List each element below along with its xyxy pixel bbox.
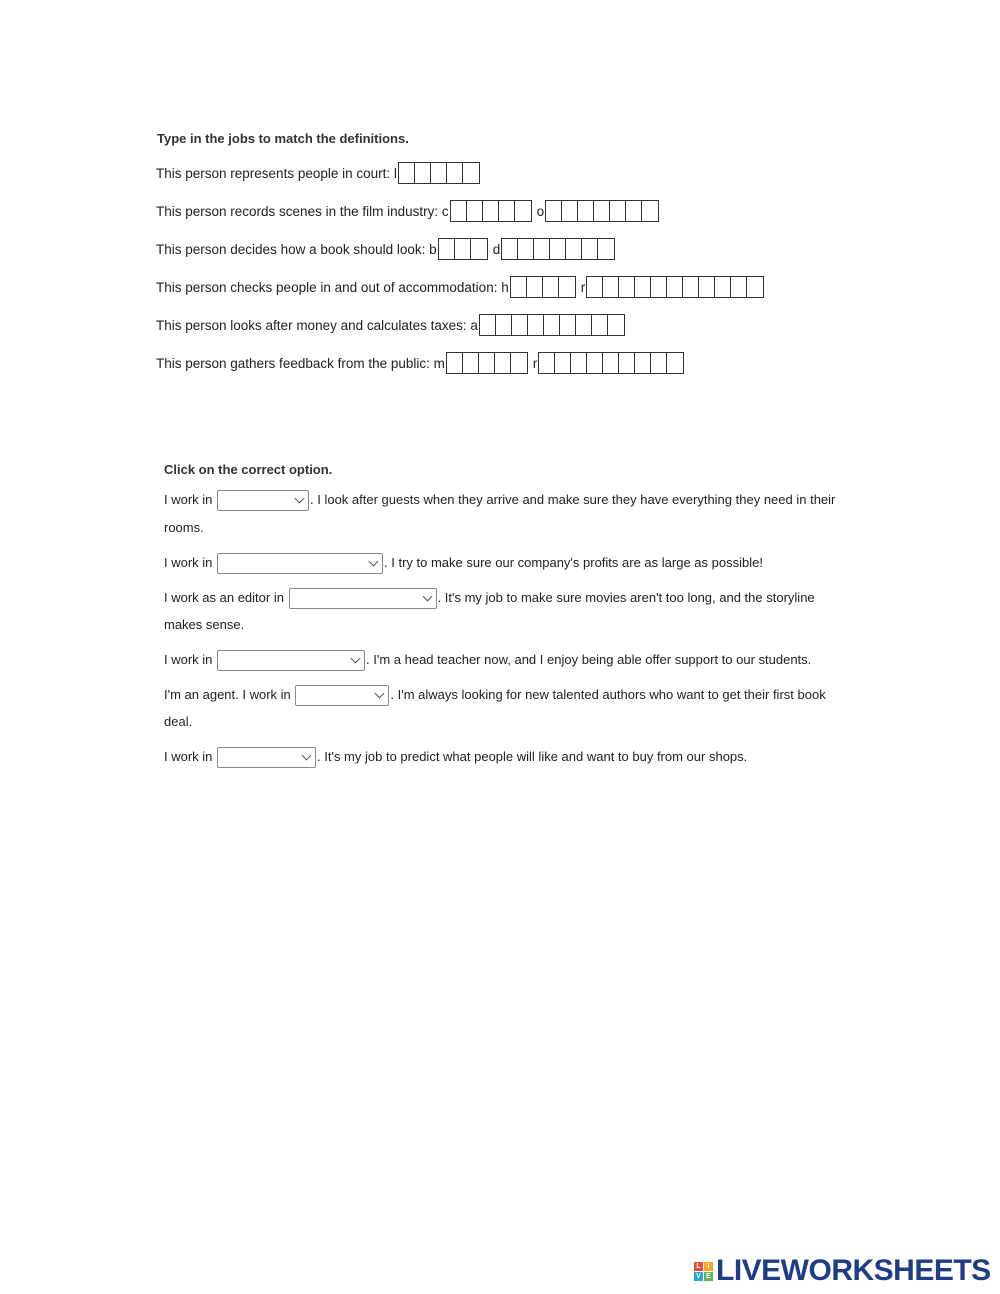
chevron-down-icon bbox=[422, 592, 432, 602]
letter-input[interactable] bbox=[608, 315, 624, 335]
question-1-before: I work in bbox=[164, 492, 217, 507]
question-5-continuation: deal. bbox=[164, 714, 193, 729]
definition-text: This person gathers feedback from the public: bbox=[156, 355, 434, 371]
letter-input[interactable] bbox=[683, 277, 699, 297]
question-1-after: . I look after guests when they arrive and make sure they have everything they need in their bbox=[310, 492, 836, 507]
logo-mark-letter: E bbox=[704, 1272, 713, 1281]
logo-mark-letter: L bbox=[694, 1262, 703, 1271]
letter-input[interactable] bbox=[496, 315, 512, 335]
letter-input[interactable] bbox=[455, 239, 471, 259]
definition-line bbox=[156, 313, 626, 337]
definition-text: This person represents people in court: bbox=[156, 165, 394, 181]
letter-boxes bbox=[538, 352, 684, 374]
letter-boxes bbox=[586, 276, 764, 298]
question-2-before: I work in bbox=[164, 555, 217, 570]
letter-input[interactable] bbox=[467, 201, 483, 221]
hint-letter: c bbox=[441, 203, 449, 219]
letter-input[interactable] bbox=[560, 315, 576, 335]
hint-letter: a bbox=[470, 317, 478, 333]
letter-input[interactable] bbox=[544, 315, 560, 335]
letter-input[interactable] bbox=[635, 353, 651, 373]
letter-boxes bbox=[479, 314, 625, 336]
definition-line bbox=[156, 199, 660, 223]
letter-boxes bbox=[398, 162, 480, 184]
question-2-dropdown[interactable] bbox=[217, 553, 383, 574]
letter-boxes bbox=[450, 200, 532, 222]
liveworksheets-logo bbox=[694, 1254, 991, 1288]
question-4-after: . I'm a head teacher now, and I enjoy being able offer support to our students. bbox=[366, 652, 812, 667]
chevron-down-icon bbox=[302, 751, 312, 761]
letter-input[interactable] bbox=[715, 277, 731, 297]
letter-boxes bbox=[438, 238, 488, 260]
letter-input[interactable] bbox=[578, 201, 594, 221]
letter-input[interactable] bbox=[642, 201, 658, 221]
chevron-down-icon bbox=[351, 654, 361, 664]
letter-input[interactable] bbox=[566, 239, 582, 259]
letter-input[interactable] bbox=[598, 239, 614, 259]
definition-text: This person checks people in and out of accommodation: bbox=[156, 279, 502, 295]
hint-letter: h bbox=[501, 279, 509, 295]
letter-input[interactable] bbox=[463, 163, 479, 183]
letter-input[interactable] bbox=[512, 315, 528, 335]
letter-input[interactable] bbox=[562, 201, 578, 221]
question-5-after: . I'm always looking for new talented authors who want to get their first book bbox=[390, 687, 826, 702]
letter-input[interactable] bbox=[587, 353, 603, 373]
letter-input[interactable] bbox=[747, 277, 763, 297]
question-3-before: I work as an editor in bbox=[164, 590, 288, 605]
letter-boxes bbox=[501, 238, 615, 260]
logo-text: LIVEWORKSHEETS bbox=[716, 1254, 991, 1287]
question-6-after: . It's my job to predict what people will like and want to buy from our shops. bbox=[317, 749, 748, 764]
letter-input[interactable] bbox=[399, 163, 415, 183]
letter-input[interactable] bbox=[555, 353, 571, 373]
letter-input[interactable] bbox=[546, 201, 562, 221]
question-2 bbox=[164, 552, 763, 574]
letter-input[interactable] bbox=[619, 277, 635, 297]
letter-input[interactable] bbox=[559, 277, 575, 297]
section1-title: Type in the jobs to match the definitions. bbox=[157, 131, 409, 146]
letter-input[interactable] bbox=[619, 353, 635, 373]
question-1 bbox=[164, 489, 835, 511]
letter-input[interactable] bbox=[731, 277, 747, 297]
letter-input[interactable] bbox=[471, 239, 487, 259]
letter-input[interactable] bbox=[451, 201, 467, 221]
definition-text: This person records scenes in the film industry: bbox=[156, 203, 442, 219]
question-5 bbox=[164, 684, 826, 706]
letter-input[interactable] bbox=[511, 353, 527, 373]
letter-input[interactable] bbox=[447, 163, 463, 183]
chevron-down-icon bbox=[295, 494, 305, 504]
question-3-after: . It's my job to make sure movies aren't too long, and the storyline bbox=[437, 590, 815, 605]
hint-letter: o bbox=[536, 203, 545, 219]
letter-input[interactable] bbox=[483, 201, 499, 221]
letter-input[interactable] bbox=[610, 201, 626, 221]
logo-mark-icon bbox=[694, 1262, 713, 1281]
letter-boxes bbox=[510, 276, 576, 298]
hint-letter: r bbox=[580, 279, 586, 295]
letter-input[interactable] bbox=[603, 353, 619, 373]
definition-line bbox=[156, 351, 685, 375]
question-2-after: . I try to make sure our company's profits are as large as possible! bbox=[384, 555, 763, 570]
logo-mark-letter: V bbox=[694, 1272, 703, 1281]
question-3 bbox=[164, 587, 815, 609]
letter-input[interactable] bbox=[511, 277, 527, 297]
letter-input[interactable] bbox=[651, 277, 667, 297]
letter-input[interactable] bbox=[415, 163, 431, 183]
letter-input[interactable] bbox=[635, 277, 651, 297]
question-4-dropdown[interactable] bbox=[217, 650, 365, 671]
letter-input[interactable] bbox=[626, 201, 642, 221]
letter-input[interactable] bbox=[576, 315, 592, 335]
question-4-before: I work in bbox=[164, 652, 217, 667]
hint-letter: m bbox=[433, 355, 445, 371]
letter-input[interactable] bbox=[495, 353, 511, 373]
chevron-down-icon bbox=[369, 557, 379, 567]
letter-input[interactable] bbox=[480, 315, 496, 335]
definition-line bbox=[156, 161, 481, 185]
question-6 bbox=[164, 746, 747, 768]
question-3-continuation: makes sense. bbox=[164, 617, 245, 632]
letter-input[interactable] bbox=[550, 239, 566, 259]
letter-input[interactable] bbox=[539, 353, 555, 373]
letter-input[interactable] bbox=[667, 353, 683, 373]
hint-letter: r bbox=[532, 355, 538, 371]
section2-title: Click on the correct option. bbox=[164, 462, 333, 477]
letter-input[interactable] bbox=[571, 353, 587, 373]
letter-input[interactable] bbox=[518, 239, 534, 259]
letter-input[interactable] bbox=[543, 277, 559, 297]
question-5-dropdown[interactable] bbox=[295, 685, 389, 706]
chevron-down-icon bbox=[375, 689, 385, 699]
hint-letter: b bbox=[429, 241, 437, 257]
question-6-dropdown[interactable] bbox=[217, 747, 316, 768]
letter-input[interactable] bbox=[502, 239, 518, 259]
letter-input[interactable] bbox=[594, 201, 610, 221]
definition-text: This person decides how a book should look: bbox=[156, 241, 430, 257]
question-6-before: I work in bbox=[164, 749, 217, 764]
letter-input[interactable] bbox=[439, 239, 455, 259]
letter-input[interactable] bbox=[499, 201, 515, 221]
letter-input[interactable] bbox=[463, 353, 479, 373]
letter-boxes bbox=[446, 352, 528, 374]
letter-input[interactable] bbox=[603, 277, 619, 297]
letter-input[interactable] bbox=[667, 277, 683, 297]
question-1-dropdown[interactable] bbox=[217, 490, 309, 511]
question-1-continuation: rooms. bbox=[164, 520, 204, 535]
letter-input[interactable] bbox=[447, 353, 463, 373]
definition-text: This person looks after money and calculates taxes: bbox=[156, 317, 471, 333]
hint-letter: l bbox=[393, 165, 397, 181]
definition-line bbox=[156, 275, 765, 299]
letter-input[interactable] bbox=[582, 239, 598, 259]
letter-input[interactable] bbox=[527, 277, 543, 297]
letter-input[interactable] bbox=[699, 277, 715, 297]
question-5-before: I'm an agent. I work in bbox=[164, 687, 295, 702]
hint-letter: d bbox=[492, 241, 501, 257]
letter-input[interactable] bbox=[651, 353, 667, 373]
definition-line bbox=[156, 237, 616, 261]
letter-input[interactable] bbox=[515, 201, 531, 221]
letter-input[interactable] bbox=[587, 277, 603, 297]
letter-input[interactable] bbox=[592, 315, 608, 335]
logo-mark-letter: I bbox=[704, 1262, 713, 1271]
letter-input[interactable] bbox=[534, 239, 550, 259]
question-3-dropdown[interactable] bbox=[289, 588, 437, 609]
letter-input[interactable] bbox=[479, 353, 495, 373]
letter-boxes bbox=[545, 200, 659, 222]
question-4 bbox=[164, 649, 811, 671]
letter-input[interactable] bbox=[528, 315, 544, 335]
letter-input[interactable] bbox=[431, 163, 447, 183]
